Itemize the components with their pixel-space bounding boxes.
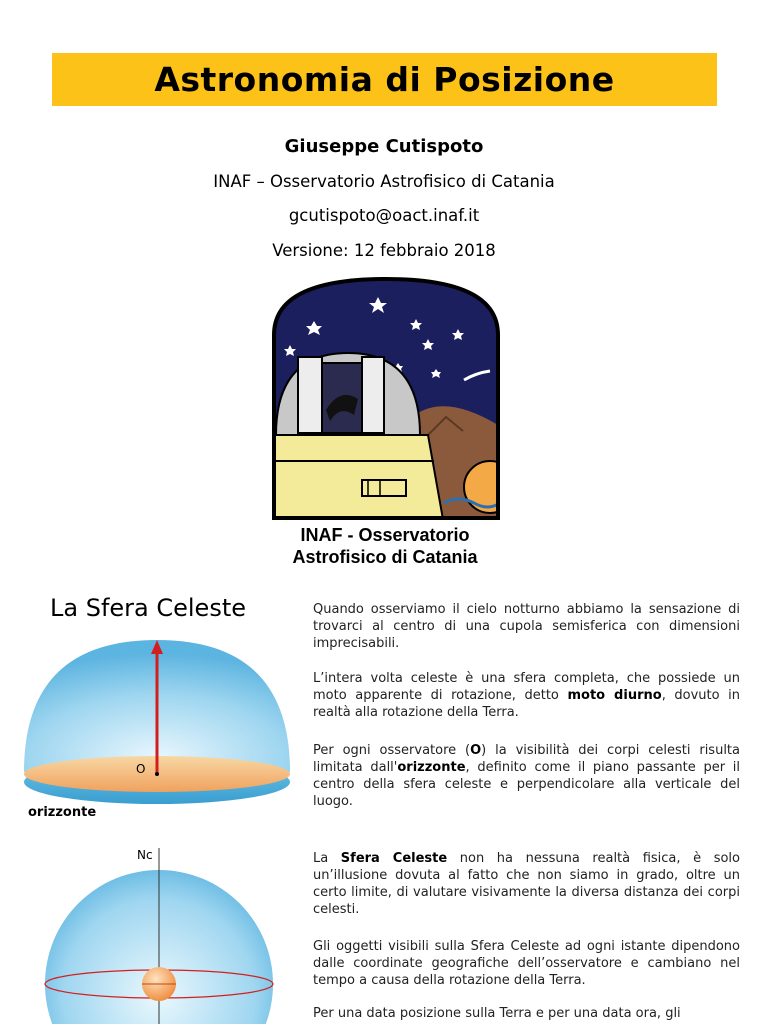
north-pole-label: Nc — [137, 848, 153, 862]
version-date: Versione: 12 febbraio 2018 — [272, 241, 496, 260]
paragraph-3-bold-orizzonte: orizzonte — [397, 760, 466, 775]
observatory-logo-graphic — [268, 275, 504, 525]
paragraph-3 — [313, 742, 740, 810]
page-title: Astronomia di Posizione — [154, 60, 615, 99]
paragraph-4-text-a: La — [313, 851, 341, 866]
logo-caption-line1: INAF - Osservatorio — [300, 525, 470, 545]
paragraph-4-bold: Sfera Celeste — [340, 851, 448, 866]
paragraph-2-bold: moto diurno — [567, 688, 662, 703]
affiliation: INAF – Osservatorio Astrofisico di Catania — [213, 172, 555, 191]
title-banner — [52, 53, 717, 106]
paragraph-4 — [313, 850, 740, 918]
hemisphere-figure — [20, 634, 295, 824]
celestial-sphere-icon — [20, 840, 295, 1024]
paragraph-3-text-e: , definito come il piano passante per il centro della sfera celeste e perpendicolare alla verticale del luogo. — [313, 760, 740, 809]
logo-caption-line2: Astrofisico di Catania — [292, 547, 478, 567]
author-name: Giuseppe Cutispoto — [284, 136, 484, 157]
paragraph-3-text-c: ) la visibilità dei corpi celesti risulta limitata dall' — [313, 743, 740, 775]
observatory-logo — [268, 275, 504, 525]
email-address: gcutispoto@oact.inaf.it — [288, 206, 480, 225]
observer-label: O — [136, 762, 146, 776]
paragraph-2 — [313, 670, 740, 721]
paragraph-3-text-a: Per ogni osservatore ( — [313, 743, 471, 758]
paragraph-4-text-c: non ha nessuna realtà fisica, è solo un’illusione dovuta al fatto che non siamo in grado, oltre un certo limite, di valutare visivamente la diversa distanza dei corpi celesti. — [313, 851, 740, 917]
paragraph-2-text-c: , dovuto in realtà alla rotazione della Terra. — [313, 688, 741, 720]
paragraph-5: Gli oggetti visibili sulla Sfera Celeste ad ogni istante dipendono dalle coordinate geografiche dell’osservatore e cambiano nel tempo a causa della rotazione della Terra. — [313, 939, 740, 988]
section-title: La Sfera Celeste — [50, 594, 246, 622]
paragraph-2-text-a: L’intera volta celeste è una sfera completa, che possiede un moto apparente di rotazione, detto — [313, 671, 740, 703]
paragraph-6: Per una data posizione sulla Terra e per una data ora, gli — [313, 1006, 681, 1021]
paragraph-1: Quando osserviamo il cielo notturno abbiamo la sensazione di trovarci al centro di una cupola semisferica con dimensioni imprecisabili. — [313, 602, 740, 651]
sphere-figure — [20, 840, 295, 1024]
horizon-label: orizzonte — [28, 805, 97, 820]
celestial-hemisphere-icon — [20, 634, 295, 824]
paragraph-3-bold-o: O — [470, 743, 482, 758]
